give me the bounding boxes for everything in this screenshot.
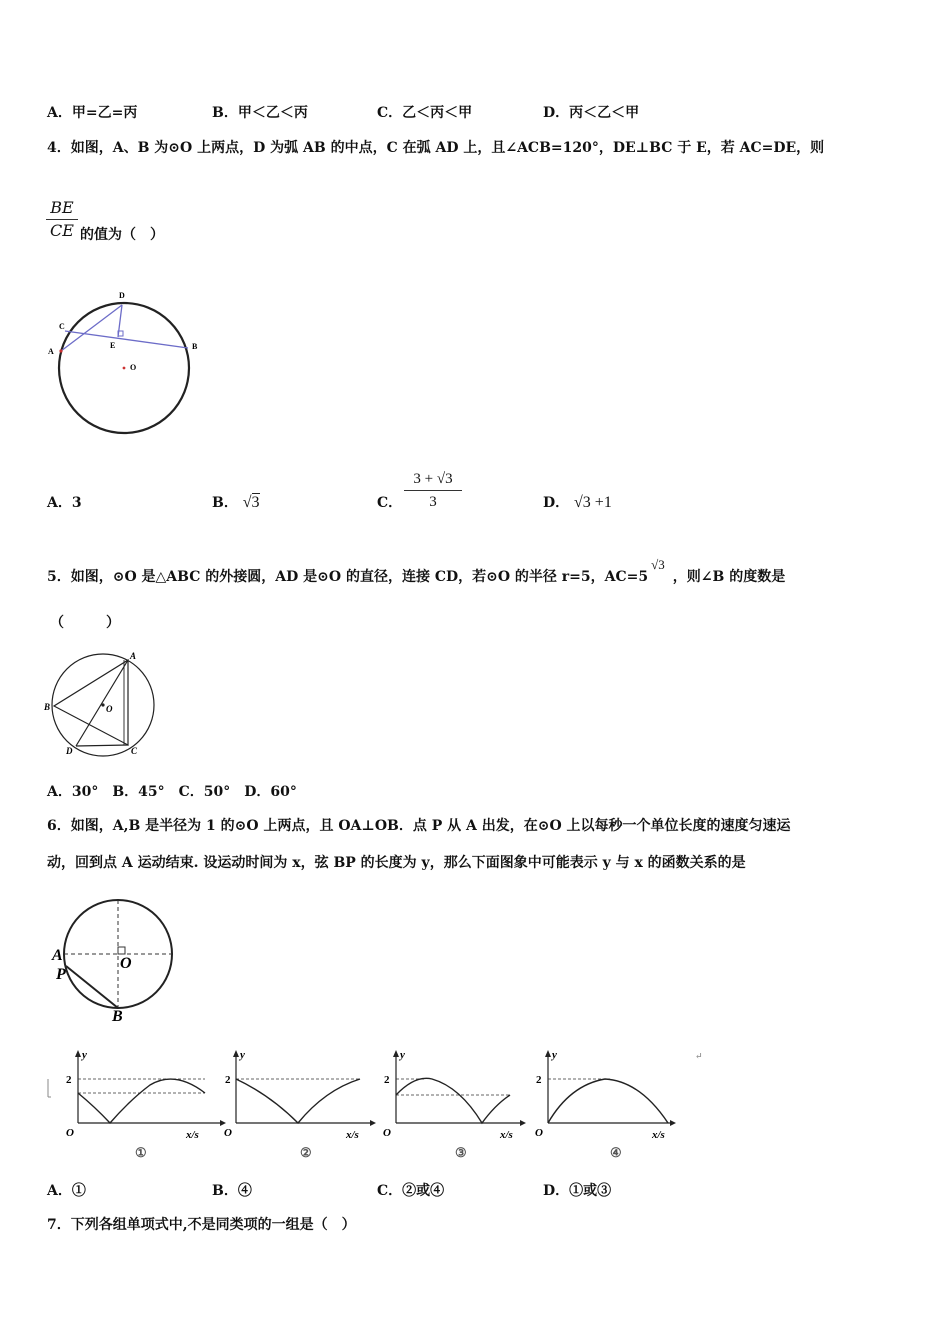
q4-label-c: C xyxy=(59,322,65,331)
q5-stem-b: ，则∠B 的度数是 xyxy=(672,569,786,585)
graph-3-x-arrow xyxy=(520,1120,526,1126)
return-mark: ↵ xyxy=(695,1051,703,1061)
graph-4-tick-2: 2 xyxy=(536,1074,542,1086)
q6-label-b: B xyxy=(112,1008,123,1023)
q5-label-a: A xyxy=(130,651,137,661)
q4-option-b-radicand: 3 xyxy=(251,494,260,511)
q5-point-o xyxy=(101,703,104,706)
q4-label-e: E xyxy=(110,341,116,350)
q4-option-c-label: C． xyxy=(377,495,403,511)
graph-2-origin: O xyxy=(224,1127,232,1139)
graph-1-x-arrow xyxy=(220,1120,226,1126)
graph-3-y-arrow xyxy=(393,1050,399,1057)
q4-option-b-radical: √3 xyxy=(242,494,260,511)
graph-4 xyxy=(535,1049,676,1160)
graph-3-x-label: x/s xyxy=(500,1129,513,1141)
q4-circle-figure xyxy=(40,285,230,445)
q5-label-c: C xyxy=(131,746,138,756)
q3-option-a: A．甲=乙=丙 xyxy=(47,105,138,121)
q4-label-a: A xyxy=(48,347,54,356)
q4-option-c-den: 3 xyxy=(429,494,437,510)
graph-2-number: ② xyxy=(300,1145,312,1160)
graph-2-curve xyxy=(236,1079,360,1123)
q4-segment-de xyxy=(118,305,122,337)
q4-label-b: B xyxy=(192,342,198,351)
q6-circle-figure xyxy=(48,898,188,1023)
graph-4-curve xyxy=(548,1079,668,1123)
graph-2-y-arrow xyxy=(233,1050,239,1057)
q5-stem xyxy=(47,557,786,586)
q4-stem: 4．如图，A、B 为⊙O 上两点，D 为弧 AB 的中点，C 在弧 AD 上，且∠ACB=120°，DE⊥BC 于 E，若 AC=DE，则 xyxy=(47,140,825,156)
q5-diameter-ad xyxy=(76,660,128,746)
q7-stem: 7．下列各组单项式中,不是同类项的一组是（ ） xyxy=(47,1217,356,1233)
graph-3-tick-2: 2 xyxy=(384,1074,390,1086)
q6-option-d: D．①或③ xyxy=(543,1183,612,1199)
graph-3 xyxy=(383,1049,526,1160)
graph-1-curve xyxy=(78,1079,205,1123)
q5-circle-figure xyxy=(40,650,170,760)
q4-option-d-label: D． xyxy=(543,495,570,511)
graph-3-origin: O xyxy=(383,1127,391,1139)
graph-1-tick-2: 2 xyxy=(66,1074,72,1086)
q3-option-c: C．乙＜丙＜甲 xyxy=(377,105,473,121)
q4-option-d-value: √3 +1 xyxy=(574,494,612,511)
q5-label-b: B xyxy=(44,702,51,712)
graph-4-x-arrow xyxy=(670,1120,676,1126)
graph-3-y-label: y xyxy=(400,1049,405,1061)
q6-stem-line1: 6．如图，A,B 是半径为 1 的⊙O 上两点，且 OA⊥OB．点 P 从 A 出发，在⊙O 上以每秒一个单位长度的速度匀速运 xyxy=(47,818,791,834)
q5-label-d: D xyxy=(66,746,73,756)
q4-label-d: D xyxy=(119,291,125,300)
q5-stem-radical: √3 xyxy=(651,557,665,572)
graph-4-origin: O xyxy=(535,1127,543,1139)
graph-4-number: ④ xyxy=(610,1145,622,1160)
q6-label-a: A xyxy=(52,947,63,964)
graph-1 xyxy=(66,1049,226,1160)
q3-option-d: D．丙＜乙＜甲 xyxy=(543,105,640,121)
q6-option-c: C．②或④ xyxy=(377,1183,445,1199)
q5-triangle-abc xyxy=(54,660,128,745)
graph-2-x-label: x/s xyxy=(346,1129,359,1141)
q6-option-b: B．④ xyxy=(212,1183,252,1199)
graph-2 xyxy=(224,1049,376,1160)
q4-stem-tail: 的值为（ ） xyxy=(80,227,164,243)
graph-3-curve xyxy=(396,1078,510,1123)
q4-point-a xyxy=(59,349,62,352)
q4-point-o xyxy=(123,367,126,370)
q6-right-angle-mark xyxy=(118,947,125,954)
q5-segment-cd xyxy=(76,745,128,746)
q4-frac-den: CE xyxy=(50,221,74,240)
q4-option-c-num: 3 + √3 xyxy=(413,471,453,487)
q3-option-b: B．甲＜乙＜丙 xyxy=(212,105,308,121)
q4-option-a xyxy=(47,492,82,512)
graph-1-number: ① xyxy=(135,1145,147,1160)
graph-2-y-label: y xyxy=(240,1049,245,1061)
q4-option-b-label: B． xyxy=(212,495,238,511)
graph-4-x-label: x/s xyxy=(652,1129,665,1141)
graph-2-tick-2: 2 xyxy=(225,1074,231,1086)
q4-option-d xyxy=(543,492,612,512)
q6-stem-line2: 动，回到点 A 运动结束. 设运动时间为 x，弦 BP 的长度为 y，那么下面图象中可能表示 y 与 x 的函数关系的是 xyxy=(47,855,746,871)
graph-1-x-label: x/s xyxy=(186,1129,199,1141)
q4-frac-num: BE xyxy=(50,198,74,217)
graph-4-y-arrow xyxy=(545,1050,551,1057)
q5-label-o: O xyxy=(106,704,113,714)
q4-fraction xyxy=(46,199,78,240)
q6-label-o: O xyxy=(120,955,132,972)
graph-2-x-arrow xyxy=(370,1120,376,1126)
q6-option-a: A．① xyxy=(47,1183,86,1199)
q4-option-a-label: A． xyxy=(47,495,72,511)
q4-segment-cb xyxy=(65,331,188,348)
q4-option-a-value: 3 xyxy=(71,495,82,511)
q6-graphs xyxy=(40,1045,720,1170)
q4-option-b xyxy=(212,492,260,512)
q6-label-p: P xyxy=(56,966,66,983)
graph-1-origin: O xyxy=(66,1127,74,1139)
q5-stem-a: 5．如图，⊙O 是△ABC 的外接圆，AD 是⊙O 的直径，连接 CD，若⊙O 的半径 r=5，AC=5 xyxy=(47,569,649,585)
graph-3-number: ③ xyxy=(455,1145,467,1160)
graph-1-y-label: y xyxy=(82,1049,87,1061)
q4-label-o: O xyxy=(130,363,137,372)
q5-options: A．30° B．45° C．50° D．60° xyxy=(47,784,297,800)
graph-1-y-arrow xyxy=(75,1050,81,1057)
graph-4-y-label: y xyxy=(552,1049,557,1061)
q5-answer-paren: （ ） xyxy=(50,615,120,631)
q4-option-c-fraction xyxy=(404,470,462,511)
